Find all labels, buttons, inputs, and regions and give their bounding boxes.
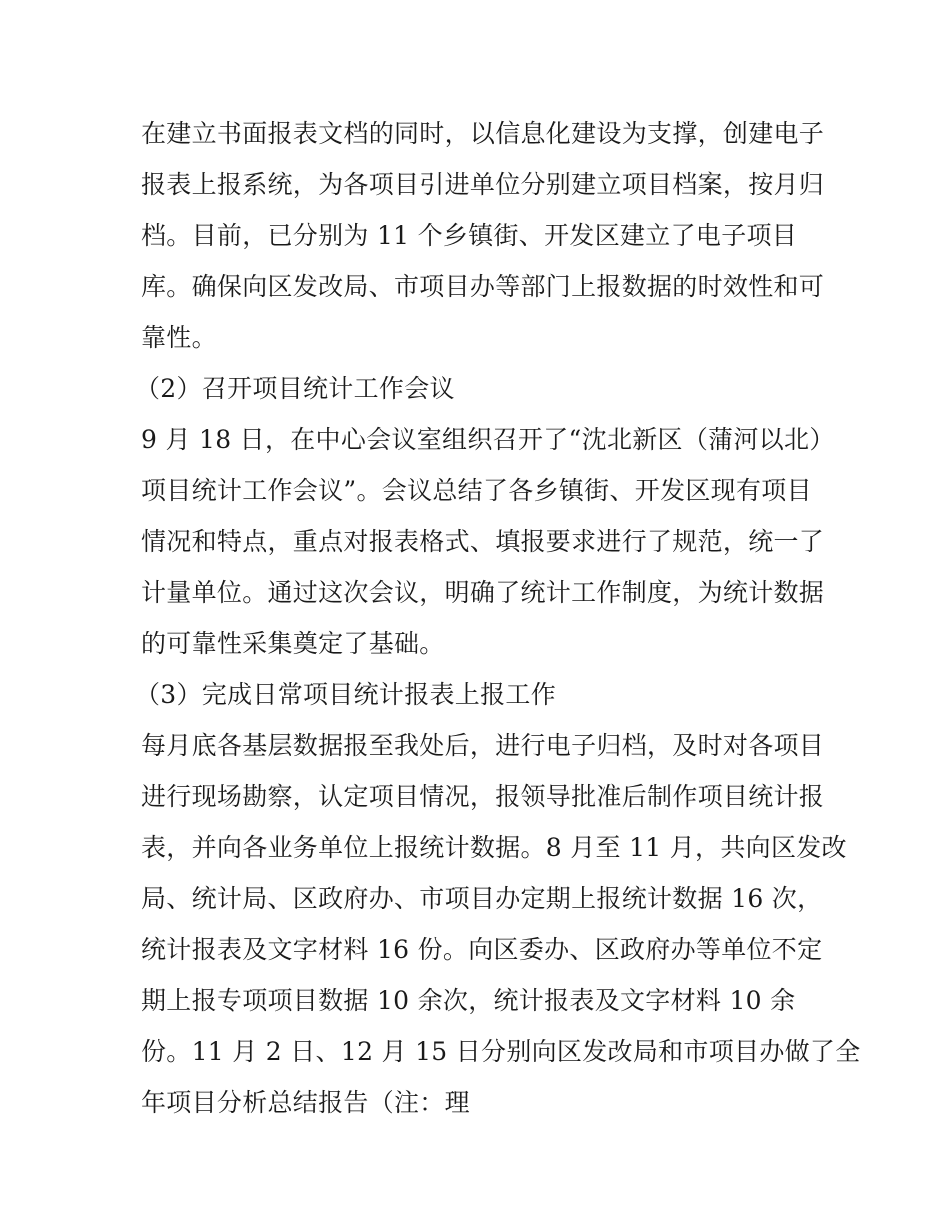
text-line: 年项目分析总结报告（注：理 xyxy=(141,1088,470,1117)
text-line: 期上报专项项目数据 10 余次，统计报表及文字材料 10 余 xyxy=(141,986,796,1015)
text-line: 报表上报系统，为各项目引进单位分别建立项目档案，按月归 xyxy=(141,170,825,199)
document-body xyxy=(135,108,861,1128)
text-line: 统计报表及文字材料 16 份。向区委办、区政府办等单位不定 xyxy=(141,935,823,964)
section-heading: （2）召开项目统计工作会议 xyxy=(135,374,455,403)
text-line: 局、统计局、区政府办、市项目办定期上报统计数据 16 次， xyxy=(141,884,823,913)
section-heading: （3）完成日常项目统计报表上报工作 xyxy=(135,680,557,709)
text-line: 库。确保向区发改局、市项目办等部门上报数据的时效性和可 xyxy=(141,272,825,301)
text-line: 每月底各基层数据报至我处后，进行电子归档，及时对各项目 xyxy=(141,731,825,760)
text-line: 的可靠性采集奠定了基础。 xyxy=(141,629,445,658)
text-line: 份。11 月 2 日、12 月 15 日分别向区发改局和市项目办做了全 xyxy=(141,1037,861,1066)
text-line: 在建立书面报表文档的同时，以信息化建设为支撑，创建电子 xyxy=(141,119,825,148)
text-line: 表，并向各业务单位上报统计数据。8 月至 11 月，共向区发改 xyxy=(141,833,847,862)
text-line: 9 月 18 日，在中心会议室组织召开了“沈北新区（蒲河以北） xyxy=(141,425,835,454)
text-line: 进行现场勘察，认定项目情况，报领导批准后制作项目统计报 xyxy=(141,782,825,811)
text-line: 计量单位。通过这次会议，明确了统计工作制度，为统计数据 xyxy=(141,578,825,607)
text-line: 档。目前，已分别为 11 个乡镇街、开发区建立了电子项目 xyxy=(141,221,798,250)
text-line: 项目统计工作会议”。会议总结了各乡镇街、开发区现有项目 xyxy=(141,476,812,505)
text-line: 情况和特点，重点对报表格式、填报要求进行了规范，统一了 xyxy=(141,527,825,556)
text-line: 靠性。 xyxy=(141,323,217,352)
